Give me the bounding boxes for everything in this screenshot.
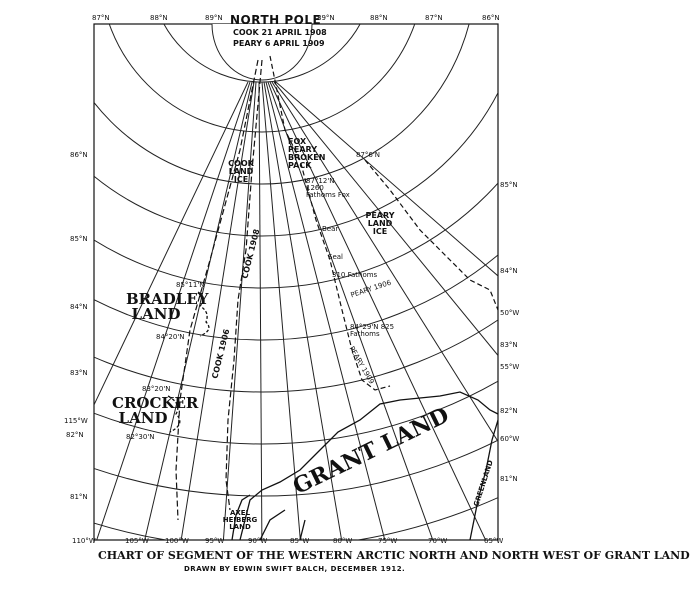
- fox-peary-pack-label: FOX PEARY BROKEN PACK: [288, 137, 326, 170]
- left-tick: 81°N: [70, 493, 88, 501]
- right-tick: 60°W: [500, 435, 520, 443]
- left-tick: 115°W: [64, 417, 88, 425]
- top-tick: 88°N: [370, 14, 388, 22]
- top-tick: 89°N: [317, 14, 335, 22]
- right-tick: 65°W: [484, 537, 504, 545]
- top-tick: 86°N: [482, 14, 500, 22]
- caption-title: CHART OF SEGMENT OF THE WESTERN ARCTIC NORTH AND NORTH WEST OF GRANT LAND: [98, 549, 690, 562]
- cook-land-label: COOK LAND ICE: [228, 159, 254, 184]
- bottom-tick: 95°W: [205, 537, 225, 545]
- lat-84-29-label: 84°29'N 825 Fathoms: [350, 323, 395, 338]
- bear-label: Bear: [322, 225, 339, 233]
- left-tick: 83°N: [70, 369, 88, 377]
- bottom-tick: 90°W: [248, 537, 268, 545]
- bottom-tick: 80°W: [333, 537, 353, 545]
- greenland-label: GREENLAND: [472, 459, 495, 508]
- fathoms-1260-label: 87°12'N 1260 Fathoms Fox: [306, 177, 350, 199]
- bradley-land-label: BRADLEY LAND: [126, 290, 209, 323]
- right-tick: 84°N: [500, 267, 518, 275]
- map-title: NORTH POLE: [230, 13, 322, 27]
- top-tick: 87°N: [92, 14, 110, 22]
- right-tick: 55°W: [500, 363, 520, 371]
- right-tick: 85°N: [500, 181, 518, 189]
- bradley-lat2: 84°20'N: [156, 333, 185, 341]
- right-tick: 81°N: [500, 475, 518, 483]
- crocker-land-label: CROCKER LAND: [112, 394, 199, 427]
- top-tick: 87°N: [425, 14, 443, 22]
- right-tick: 50°W: [500, 309, 520, 317]
- bottom-tick: 110°W: [72, 537, 96, 545]
- left-tick: 85°N: [70, 235, 88, 243]
- lat-87-6-label: 87°6'N: [356, 151, 381, 159]
- grant-land-label: GRANT LAND: [288, 402, 454, 500]
- right-tick: 82°N: [500, 407, 518, 415]
- bottom-tick: 100°W: [165, 537, 189, 545]
- peary-land-ice-label: PEARY LAND ICE: [365, 211, 395, 236]
- cook-1908-label: COOK 1908: [240, 228, 262, 280]
- top-tick: 88°N: [150, 14, 168, 22]
- seal-label: Seal: [328, 253, 343, 261]
- top-tick: 89°N: [205, 14, 223, 22]
- left-tick: 82°N: [66, 431, 84, 439]
- cook-1906-label: COOK 1906: [210, 328, 232, 380]
- left-tick: 86°N: [70, 151, 88, 159]
- bottom-tick: 105°W: [125, 537, 149, 545]
- crocker-lat2: 82°30'N: [126, 433, 155, 441]
- cook-pole-label: COOK 21 APRIL 1908: [233, 28, 327, 37]
- bradley-lat1: 85°11'N: [176, 281, 205, 289]
- peary-pole-label: PEARY 6 APRIL 1909: [233, 39, 325, 48]
- peary-1909-label: PEARY 1909: [347, 344, 376, 386]
- fathoms-310-label: 310 Fathoms: [332, 271, 378, 279]
- crocker-lat1: 83°20'N: [142, 385, 171, 393]
- bottom-tick: 70°W: [428, 537, 448, 545]
- caption-subtitle: DRAWN BY EDWIN SWIFT BALCH, DECEMBER 1912.: [184, 565, 406, 573]
- right-tick: 83°N: [500, 341, 518, 349]
- bottom-tick: 75°W: [378, 537, 398, 545]
- peary-1906-label: PEARY 1906: [349, 278, 393, 300]
- axel-heiberg-label: AXEL HEIBERG LAND: [222, 509, 258, 531]
- bottom-tick: 85°W: [290, 537, 310, 545]
- left-tick: 84°N: [70, 303, 88, 311]
